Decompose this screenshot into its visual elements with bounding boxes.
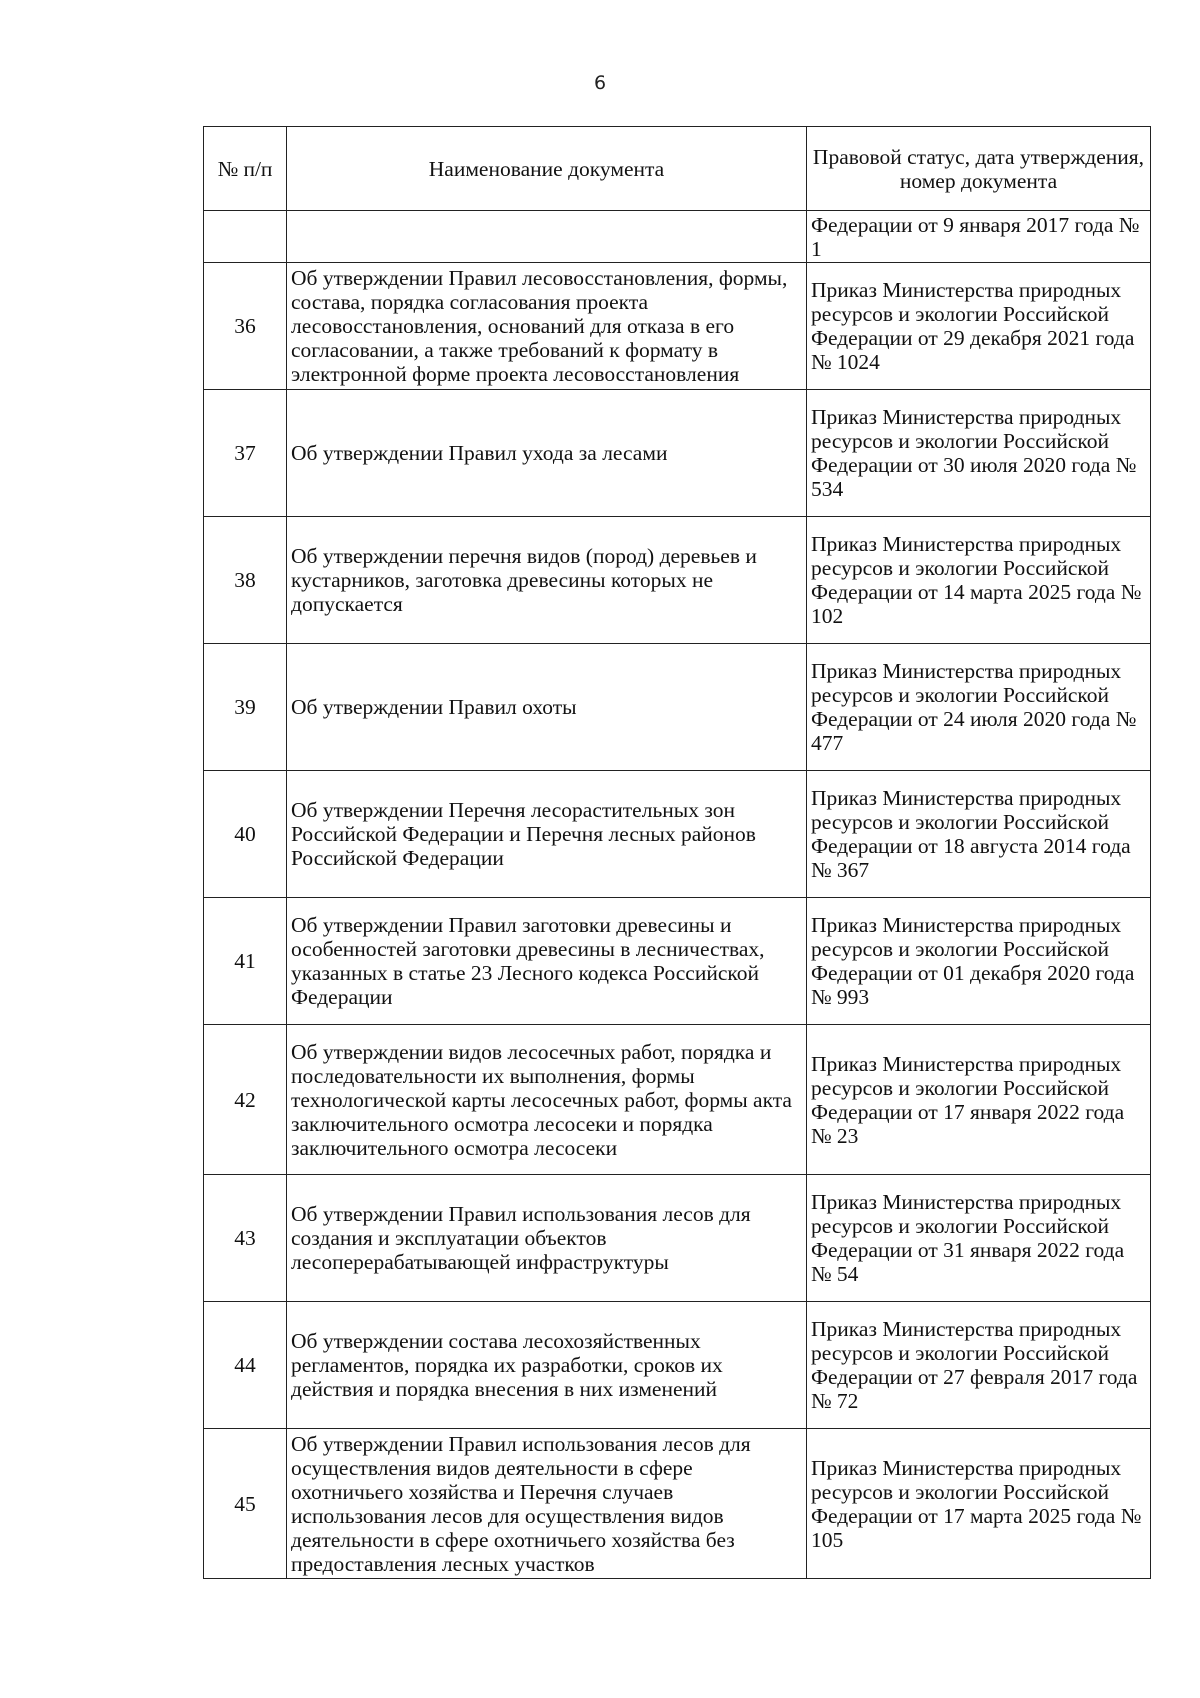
cell-name: [287, 211, 807, 263]
table-row: [204, 263, 1151, 390]
documents-table: [203, 126, 1151, 1579]
cell-name: Об утверждении Правил лесовосстановления, формы, состава, порядка согласования проекта лесовосстановления, оснований для отказа в его согласовании, а также требований к формату в электронной форме проекта лесовосстановления: [287, 263, 807, 390]
cell-num: 43: [204, 1175, 287, 1302]
cell-num: 37: [204, 390, 287, 517]
cell-num: 45: [204, 1429, 287, 1579]
cell-num: 41: [204, 898, 287, 1025]
table-row: [204, 390, 1151, 517]
table-header-row: [204, 127, 1151, 211]
cell-name: Об утверждении Правил использования лесов для осуществления видов деятельности в сфере охотничьего хозяйства и Перечня случаев использования лесов для осуществления видов деятельности в сфере охотничьего хозяйства без предоставления лесных участков: [287, 1429, 807, 1579]
table-row: [204, 644, 1151, 771]
cell-num: [204, 211, 287, 263]
table-row: [204, 1025, 1151, 1175]
table-row: [204, 517, 1151, 644]
cell-name: Об утверждении Правил заготовки древесины и особенностей заготовки древесины в лесничествах, указанных в статье 23 Лесного кодекса Российской Федерации: [287, 898, 807, 1025]
cell-status: Приказ Министерства природных ресурсов и экологии Российской Федерации от 17 января 2022 года № 23: [807, 1025, 1151, 1175]
cell-name: Об утверждении видов лесосечных работ, порядка и последовательности их выполнения, формы технологической карты лесосечных работ, формы акта заключительного осмотра лесосеки и порядка заключительного осмотра лесосеки: [287, 1025, 807, 1175]
cell-num: 40: [204, 771, 287, 898]
cell-status: Приказ Министерства природных ресурсов и экологии Российской Федерации от 17 марта 2025 года № 105: [807, 1429, 1151, 1579]
page-number: 6: [593, 72, 607, 94]
cell-num: 38: [204, 517, 287, 644]
cell-status: Приказ Министерства природных ресурсов и экологии Российской Федерации от 31 января 2022 года № 54: [807, 1175, 1151, 1302]
header-num: № п/п: [204, 127, 287, 211]
cell-name: Об утверждении Правил ухода за лесами: [287, 390, 807, 517]
cell-name: Об утверждении Правил охоты: [287, 644, 807, 771]
cell-status: Приказ Министерства природных ресурсов и экологии Российской Федерации от 27 февраля 2017 года № 72: [807, 1302, 1151, 1429]
table-row-continuation: [204, 211, 1151, 263]
cell-status: Приказ Министерства природных ресурсов и экологии Российской Федерации от 24 июля 2020 года № 477: [807, 644, 1151, 771]
table-row: [204, 771, 1151, 898]
cell-status: Приказ Министерства природных ресурсов и экологии Российской Федерации от 14 марта 2025 года № 102: [807, 517, 1151, 644]
cell-status: Приказ Министерства природных ресурсов и экологии Российской Федерации от 01 декабря 2020 года № 993: [807, 898, 1151, 1025]
cell-num: 36: [204, 263, 287, 390]
header-status: Правовой статус, дата утверждения, номер документа: [807, 127, 1151, 211]
cell-name: Об утверждении Правил использования лесов для создания и эксплуатации объектов лесоперерабатывающей инфраструктуры: [287, 1175, 807, 1302]
table-row: [204, 1175, 1151, 1302]
cell-num: 44: [204, 1302, 287, 1429]
cell-status: Приказ Министерства природных ресурсов и экологии Российской Федерации от 29 декабря 2021 года № 1024: [807, 263, 1151, 390]
cell-name: Об утверждении перечня видов (пород) деревьев и кустарников, заготовка древесины которых не допускается: [287, 517, 807, 644]
cell-status: Приказ Министерства природных ресурсов и экологии Российской Федерации от 30 июля 2020 года № 534: [807, 390, 1151, 517]
cell-status: Федерации от 9 января 2017 года № 1: [807, 211, 1151, 263]
cell-num: 42: [204, 1025, 287, 1175]
table-row: [204, 1429, 1151, 1579]
table-row: [204, 1302, 1151, 1429]
cell-name: Об утверждении Перечня лесорастительных зон Российской Федерации и Перечня лесных районов Российской Федерации: [287, 771, 807, 898]
cell-name: Об утверждении состава лесохозяйственных регламентов, порядка их разработки, сроков их действия и порядка внесения в них изменений: [287, 1302, 807, 1429]
cell-status: Приказ Министерства природных ресурсов и экологии Российской Федерации от 18 августа 2014 года № 367: [807, 771, 1151, 898]
header-name: Наименование документа: [287, 127, 807, 211]
cell-num: 39: [204, 644, 287, 771]
table-row: [204, 898, 1151, 1025]
